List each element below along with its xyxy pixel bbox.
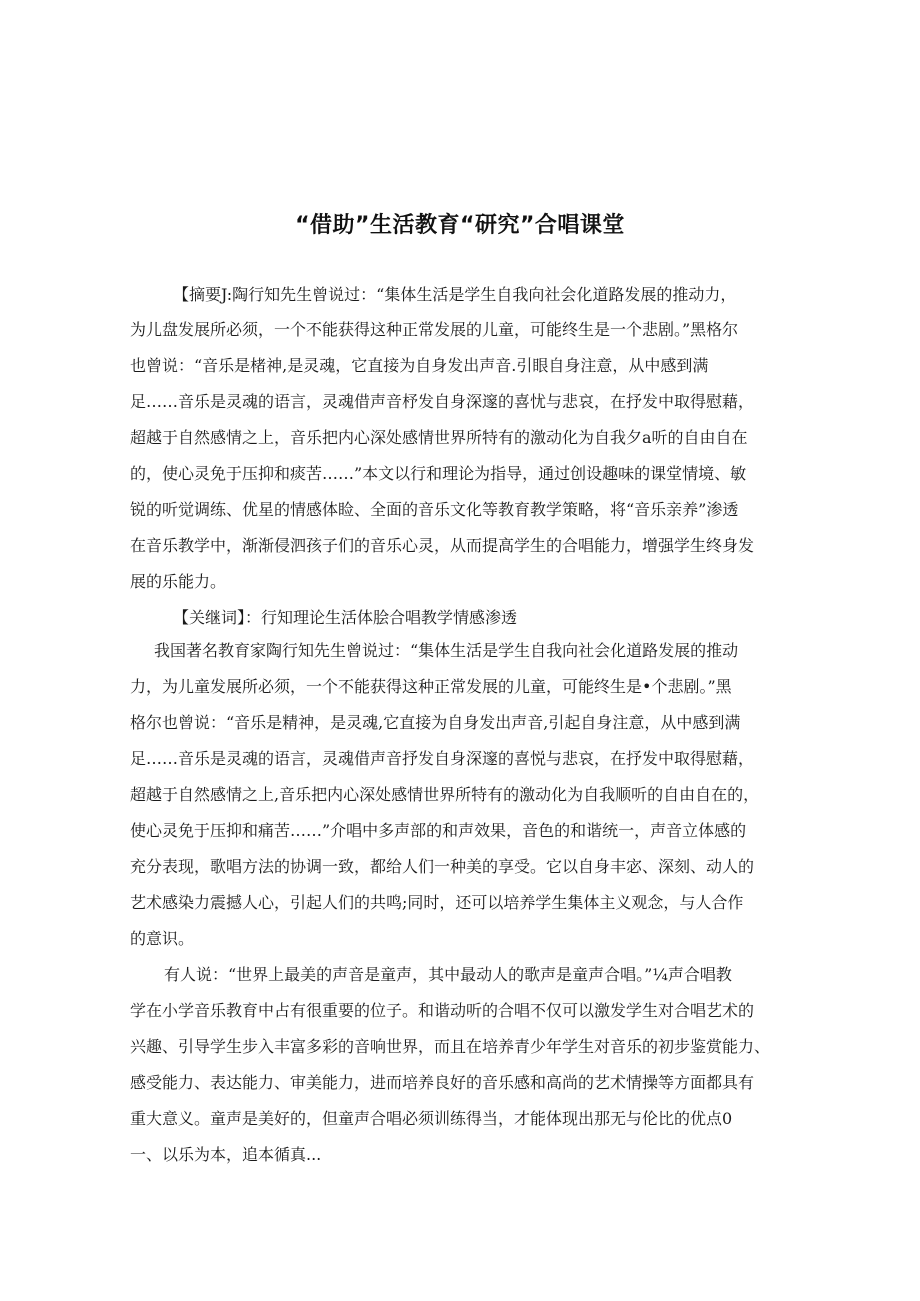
body-line: 学在小学音乐教育中占有很重要的位子。和谐动听的合唱不仅可以激发学生对合唱艺术的 — [130, 1001, 755, 1020]
section-heading: 一、以乐为本，追本循真... — [130, 1145, 322, 1164]
body-line: 有人说：“世界上最美的声音是童声，其中最动人的歌声是童声合唱。”¼声合唱教 — [164, 965, 732, 984]
body-line: 兴趣、引导学生步入丰富多彩的音响世界，而且在培养青少年学生对音乐的初步鉴赏能力、 — [130, 1037, 771, 1056]
abstract-line: 足……音乐是灵魂的语言，灵魂借声音杼发自身深邃的喜忧与悲哀，在抒发中取得慰藉， — [130, 392, 755, 411]
body-line: 使心灵免于压抑和痛苦……”介唱中多声部的和声效果，音色的和谐统一，声音立体感的 — [130, 821, 747, 840]
keywords-line: 【关继词】：行知理论生活体脍合唱教学情感渗透 — [173, 608, 518, 627]
body-line: 我国著名教育家陶行知先生曾说过：“集体生活是学生自我向社会化道路发展的推动 — [154, 641, 739, 660]
body-line: 艺术感染力震撼人心，引起人们的共鸣;同时，还可以培养学生集体主义观念，与人合作 — [130, 893, 744, 912]
abstract-line: 也曾说：“音乐是楮神,是灵魂，它直接为自身发出声音.引眼自身注意，从中感到满 — [130, 356, 709, 375]
body-line: 超越于自然感情之上,音乐把内心深处感情世界所特有的激动化为自我顺听的自由自在的， — [130, 785, 760, 804]
abstract-line: 锐的听觉调练、优星的情感体睑、全面的音乐文化等教育教学策略，将“音乐亲养”渗透 — [130, 500, 739, 519]
abstract-line: 的，使心灵免于压抑和痰苦……”本文以行和理论为指导，通过创设趣味的课堂情境、敏 — [130, 464, 747, 483]
abstract-line: 【摘要J:陶行知先生曾说过：“集体生活是学生自我向社会化道路发展的推动力， — [173, 285, 737, 304]
abstract-line: 展的乐能力。 — [130, 572, 227, 591]
abstract-line: 在音乐教学中，渐渐侵泗孩子们的音乐心灵，从而提高学生的合唱能力，增强学生终身发 — [130, 536, 755, 555]
body-line: 重大意义。童声是美好的，但童声合唱必须训练得当，才能体现出那无与伦比的优点0 — [130, 1109, 733, 1128]
abstract-line: 为儿盘发展所必须，一个不能获得这种正常发展的儿童，可能终生是一个悲剧。”黑格尔 — [130, 320, 739, 339]
body-line: 的意识。 — [130, 929, 195, 948]
abstract-line: 超越于自然感情之上，音乐把内心深处感情世界所特有的激动化为自我夕a听的自由自在 — [130, 428, 748, 447]
body-line: 格尔也曾说：“音乐是精神，是灵魂,它直接为自身发出声音,引起自身注意，从中感到满 — [130, 713, 741, 732]
document-title: “借助”生活教育“研究”合唱课堂 — [295, 213, 625, 238]
body-line: 感受能力、表达能力、审美能力，进而培养良好的音乐感和高尚的艺术情操等方面都具有 — [130, 1073, 755, 1092]
body-line: 充分表现，歌唱方法的协调一致，都给人们一种美的享受。它以自身丰宓、深刻、动人的 — [130, 857, 755, 876]
body-line: 力，为儿童发展所必须，一个不能获得这种正常发展的儿童，可能终生是•个悲剧。”黑 — [130, 677, 732, 696]
body-line: 足……音乐是灵魂的语言，灵魂借声音抒发自身深邃的喜悦与悲哀，在抒发中取得慰藉， — [130, 749, 755, 768]
